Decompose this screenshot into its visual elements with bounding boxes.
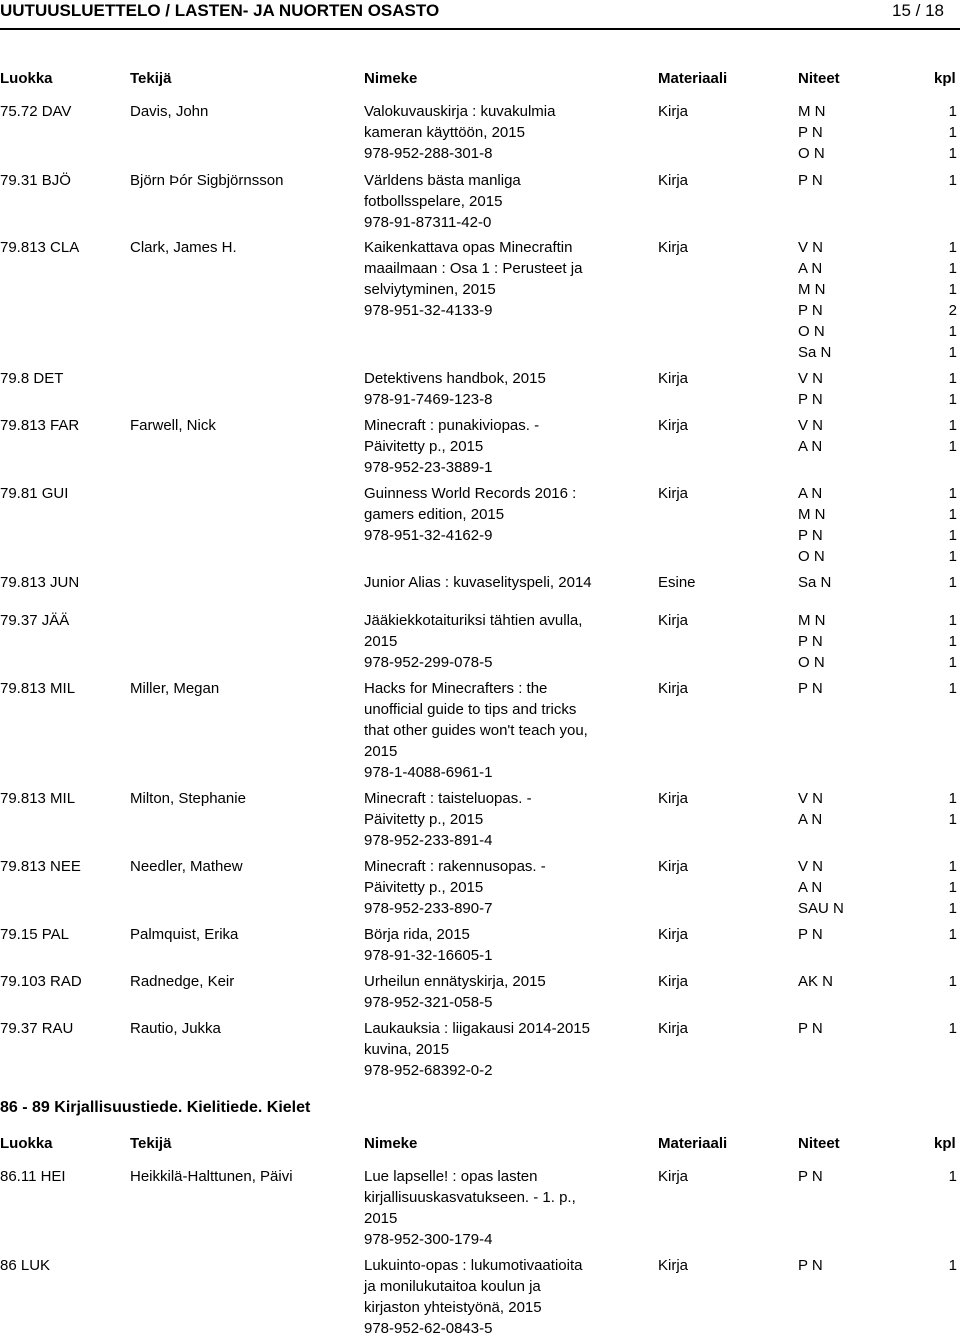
entry-class: 79.813 MIL bbox=[0, 680, 76, 697]
copy-row bbox=[798, 342, 960, 363]
copy-count: 1 bbox=[948, 103, 957, 120]
entry-material: Esine bbox=[658, 574, 696, 591]
entry-title bbox=[364, 678, 654, 783]
copy-row bbox=[798, 368, 960, 389]
entry-material: Kirja bbox=[658, 417, 689, 434]
entry-title-line: Päivitetty p., 2015 bbox=[364, 811, 484, 828]
entry-copies bbox=[798, 678, 960, 699]
copy-row bbox=[798, 415, 960, 436]
copy-count: 1 bbox=[948, 973, 957, 990]
entry-title-line: gamers edition, 2015 bbox=[364, 506, 505, 523]
entry-material: Kirja bbox=[658, 1020, 689, 1037]
column-header-1 bbox=[0, 68, 960, 90]
copy-row bbox=[798, 856, 960, 877]
col-niteet: Niteet bbox=[798, 70, 840, 87]
copy-location: P N bbox=[798, 124, 823, 141]
entry-title-line: Detektivens handbok, 2015 bbox=[364, 370, 546, 387]
entry-title bbox=[364, 856, 654, 919]
copy-location: AK N bbox=[798, 973, 834, 990]
entry-title-line: 978-952-62-0843-5 bbox=[364, 1320, 493, 1337]
entry-class: 86 LUK bbox=[0, 1257, 51, 1274]
entry-title bbox=[364, 610, 654, 673]
entry-author: Miller, Megan bbox=[130, 680, 220, 697]
col-luokka: Luokka bbox=[0, 1135, 53, 1152]
entry-material: Kirja bbox=[658, 1168, 689, 1185]
entry-copies bbox=[798, 415, 960, 457]
page-title: UUTUUSLUETTELO / LASTEN- JA NUORTEN OSASTO bbox=[0, 1, 440, 20]
header-rule bbox=[0, 28, 960, 30]
copy-location: A N bbox=[798, 485, 823, 502]
copy-row bbox=[798, 898, 960, 919]
entry-material: Kirja bbox=[658, 973, 689, 990]
entry-title-line: Världens bästa manliga bbox=[364, 172, 521, 189]
copy-location: P N bbox=[798, 1257, 823, 1274]
entry-title-line: Guinness World Records 2016 : bbox=[364, 485, 577, 502]
entry-title bbox=[364, 1166, 654, 1250]
entry-material: Kirja bbox=[658, 612, 689, 629]
entry-title bbox=[364, 483, 654, 546]
entry-title-line: 978-952-299-078-5 bbox=[364, 654, 493, 671]
entry-class: 79.37 RAU bbox=[0, 1020, 74, 1037]
copy-row bbox=[798, 504, 960, 525]
entry-material: Kirja bbox=[658, 103, 689, 120]
entry-title-line: 978-951-32-4162-9 bbox=[364, 527, 493, 544]
entry-class: 79.813 FAR bbox=[0, 417, 80, 434]
copy-row bbox=[798, 678, 960, 699]
copy-count: 2 bbox=[948, 302, 957, 319]
copy-location: O N bbox=[798, 323, 825, 340]
copy-count: 1 bbox=[948, 323, 957, 340]
copy-location: P N bbox=[798, 680, 823, 697]
entry-class: 75.72 DAV bbox=[0, 103, 72, 120]
entry-title-line: 978-1-4088-6961-1 bbox=[364, 764, 493, 781]
entry-material: Kirja bbox=[658, 680, 689, 697]
entry-author: Palmquist, Erika bbox=[130, 926, 239, 943]
copy-row bbox=[798, 572, 960, 593]
entry-title-line: kirjaston yhteistyönä, 2015 bbox=[364, 1299, 542, 1316]
copy-location: SAU N bbox=[798, 900, 844, 917]
entry-title bbox=[364, 237, 654, 321]
entry-copies bbox=[798, 856, 960, 919]
entry-title bbox=[364, 971, 654, 1013]
copy-location: V N bbox=[798, 239, 824, 256]
copy-row bbox=[798, 1018, 960, 1039]
entry-class: 79.15 PAL bbox=[0, 926, 69, 943]
copy-location: P N bbox=[798, 527, 823, 544]
entry-title-line: kuvina, 2015 bbox=[364, 1041, 450, 1058]
col-nimeke: Nimeke bbox=[364, 1135, 418, 1152]
copy-row bbox=[798, 546, 960, 567]
copy-count: 1 bbox=[948, 239, 957, 256]
entry-class: 79.81 GUI bbox=[0, 485, 69, 502]
entry-title-line: Lukuinto-opas : lukumotivaatioita bbox=[364, 1257, 583, 1274]
entry-title-line: Börja rida, 2015 bbox=[364, 926, 470, 943]
copy-count: 1 bbox=[948, 527, 957, 544]
copy-count: 1 bbox=[948, 145, 957, 162]
copy-location: V N bbox=[798, 370, 824, 387]
entry-material: Kirja bbox=[658, 1257, 689, 1274]
copy-row bbox=[798, 122, 960, 143]
entry-copies bbox=[798, 1018, 960, 1039]
entry-title-line: 978-91-32-16605-1 bbox=[364, 947, 493, 964]
entry-author: Farwell, Nick bbox=[130, 417, 216, 434]
copy-location: A N bbox=[798, 438, 823, 455]
copy-row bbox=[798, 436, 960, 457]
copy-count: 1 bbox=[948, 574, 957, 591]
col-nimeke: Nimeke bbox=[364, 70, 418, 87]
entry-title-line: Minecraft : punakiviopas. - bbox=[364, 417, 540, 434]
copy-row bbox=[798, 631, 960, 652]
copy-count: 1 bbox=[948, 1257, 957, 1274]
copy-location: O N bbox=[798, 654, 825, 671]
copy-row bbox=[798, 170, 960, 191]
copy-count: 1 bbox=[948, 790, 957, 807]
entry-class: 79.31 BJÖ bbox=[0, 172, 71, 189]
col-kpl: kpl bbox=[934, 1135, 956, 1152]
entry-copies bbox=[798, 971, 960, 992]
entry-title bbox=[364, 572, 654, 593]
entry-title-line: Urheilun ennätyskirja, 2015 bbox=[364, 973, 546, 990]
copy-location: M N bbox=[798, 506, 826, 523]
entry-title-line: 978-952-233-890-7 bbox=[364, 900, 493, 917]
entry-author: Heikkilä-Halttunen, Päivi bbox=[130, 1168, 293, 1185]
entry-material: Kirja bbox=[658, 858, 689, 875]
copy-count: 1 bbox=[948, 879, 957, 896]
entry-title-line: selviytyminen, 2015 bbox=[364, 281, 496, 298]
entry-material: Kirja bbox=[658, 926, 689, 943]
copy-location: O N bbox=[798, 548, 825, 565]
copy-count: 1 bbox=[948, 417, 957, 434]
copy-location: P N bbox=[798, 633, 823, 650]
copy-row bbox=[798, 809, 960, 830]
copy-row bbox=[798, 237, 960, 258]
copy-location: A N bbox=[798, 879, 823, 896]
copy-row bbox=[798, 1255, 960, 1276]
copy-count: 1 bbox=[948, 858, 957, 875]
copy-location: P N bbox=[798, 302, 823, 319]
entry-title bbox=[364, 368, 654, 410]
column-header-2 bbox=[0, 1133, 960, 1155]
entry-copies bbox=[798, 237, 960, 363]
entry-copies bbox=[798, 1166, 960, 1187]
entry-title-line: Lue lapselle! : opas lasten bbox=[364, 1168, 538, 1185]
copy-count: 1 bbox=[948, 370, 957, 387]
copy-count: 1 bbox=[948, 260, 957, 277]
entry-class: 79.8 DET bbox=[0, 370, 64, 387]
entry-author: Davis, John bbox=[130, 103, 209, 120]
entry-title-line: that other guides won't teach you, bbox=[364, 722, 588, 739]
copy-row bbox=[798, 525, 960, 546]
entry-title-line: kameran käyttöön, 2015 bbox=[364, 124, 525, 141]
entry-title-line: fotbollsspelare, 2015 bbox=[364, 193, 503, 210]
entry-title-line: 978-952-321-058-5 bbox=[364, 994, 493, 1011]
entry-copies bbox=[798, 610, 960, 673]
entry-title-line: Valokuvauskirja : kuvakulmia bbox=[364, 103, 556, 120]
entry-title bbox=[364, 170, 654, 233]
entry-class: 79.103 RAD bbox=[0, 973, 82, 990]
copy-location: P N bbox=[798, 1168, 823, 1185]
entry-author: Björn Þór Sigbjörnsson bbox=[130, 172, 284, 189]
copy-count: 1 bbox=[948, 172, 957, 189]
entry-class: 86.11 HEI bbox=[0, 1168, 66, 1185]
entry-title-line: kirjallisuuskasvatukseen. - 1. p., bbox=[364, 1189, 576, 1206]
copy-location: V N bbox=[798, 790, 824, 807]
entry-title-line: 978-952-233-891-4 bbox=[364, 832, 493, 849]
entry-author: Milton, Stephanie bbox=[130, 790, 246, 807]
col-kpl: kpl bbox=[934, 70, 956, 87]
entry-title-line: maailmaan : Osa 1 : Perusteet ja bbox=[364, 260, 583, 277]
entry-material: Kirja bbox=[658, 370, 689, 387]
entry-title-line: Päivitetty p., 2015 bbox=[364, 879, 484, 896]
copy-row bbox=[798, 279, 960, 300]
entry-copies bbox=[798, 924, 960, 945]
entry-title bbox=[364, 788, 654, 851]
copy-count: 1 bbox=[948, 438, 957, 455]
copy-count: 1 bbox=[948, 391, 957, 408]
entry-title bbox=[364, 924, 654, 966]
entry-title-line: Kaikenkattava opas Minecraftin bbox=[364, 239, 573, 256]
entry-title bbox=[364, 1255, 654, 1339]
entry-class: 79.813 NEE bbox=[0, 858, 81, 875]
entry-title-line: unofficial guide to tips and tricks bbox=[364, 701, 577, 718]
copy-row bbox=[798, 483, 960, 504]
copy-count: 1 bbox=[948, 654, 957, 671]
copy-location: Sa N bbox=[798, 344, 832, 361]
entry-material: Kirja bbox=[658, 172, 689, 189]
col-luokka: Luokka bbox=[0, 70, 53, 87]
entry-class: 79.813 CLA bbox=[0, 239, 80, 256]
entry-title-line: ja monilukutaitoa koulun ja bbox=[364, 1278, 541, 1295]
entry-title-line: Jääkiekkotaituriksi tähtien avulla, bbox=[364, 612, 583, 629]
entry-title-line: 978-952-288-301-8 bbox=[364, 145, 493, 162]
entry-author: Needler, Mathew bbox=[130, 858, 243, 875]
copy-row bbox=[798, 389, 960, 410]
entry-title-line: 2015 bbox=[364, 1210, 398, 1227]
copy-location: A N bbox=[798, 811, 823, 828]
entry-title-line: Hacks for Minecrafters : the bbox=[364, 680, 548, 697]
entry-author: Radnedge, Keir bbox=[130, 973, 235, 990]
copy-location: A N bbox=[798, 260, 823, 277]
entry-title-line: Päivitetty p., 2015 bbox=[364, 438, 484, 455]
copy-location: M N bbox=[798, 281, 826, 298]
copy-count: 1 bbox=[948, 124, 957, 141]
entry-class: 79.813 MIL bbox=[0, 790, 76, 807]
copy-row bbox=[798, 877, 960, 898]
col-niteet: Niteet bbox=[798, 1135, 840, 1152]
copy-location: V N bbox=[798, 858, 824, 875]
copy-count: 1 bbox=[948, 926, 957, 943]
copy-count: 1 bbox=[948, 1168, 957, 1185]
entry-material: Kirja bbox=[658, 790, 689, 807]
copy-row bbox=[798, 971, 960, 992]
col-materiaali: Materiaali bbox=[658, 70, 728, 87]
entry-title-line: Minecraft : taisteluopas. - bbox=[364, 790, 532, 807]
copy-row bbox=[798, 610, 960, 631]
entry-title-line: 978-951-32-4133-9 bbox=[364, 302, 493, 319]
entry-title-line: Junior Alias : kuvaselityspeli, 2014 bbox=[364, 574, 592, 591]
copy-row bbox=[798, 924, 960, 945]
entry-title-line: 978-952-300-179-4 bbox=[364, 1231, 493, 1248]
copy-count: 1 bbox=[948, 506, 957, 523]
copy-count: 1 bbox=[948, 900, 957, 917]
entry-title-line: 978-952-68392-0-2 bbox=[364, 1062, 493, 1079]
copy-row bbox=[798, 788, 960, 809]
copy-row bbox=[798, 1166, 960, 1187]
entry-author: Clark, James H. bbox=[130, 239, 237, 256]
entry-title-line: 2015 bbox=[364, 743, 398, 760]
copy-location: Sa N bbox=[798, 574, 832, 591]
entry-title bbox=[364, 1018, 654, 1081]
copy-count: 1 bbox=[948, 548, 957, 565]
entry-author: Rautio, Jukka bbox=[130, 1020, 221, 1037]
copy-location: P N bbox=[798, 926, 823, 943]
entry-copies bbox=[798, 483, 960, 567]
entry-copies bbox=[798, 170, 960, 191]
entry-title bbox=[364, 415, 654, 478]
entry-title bbox=[364, 101, 654, 164]
copy-row bbox=[798, 300, 960, 321]
copy-count: 1 bbox=[948, 1020, 957, 1037]
entry-copies bbox=[798, 572, 960, 593]
entry-copies bbox=[798, 101, 960, 164]
entry-title-line: Minecraft : rakennusopas. - bbox=[364, 858, 546, 875]
copy-row bbox=[798, 101, 960, 122]
entry-class: 79.813 JUN bbox=[0, 574, 80, 591]
col-materiaali: Materiaali bbox=[658, 1135, 728, 1152]
entry-title-line: 2015 bbox=[364, 633, 398, 650]
entry-class: 79.37 JÄÄ bbox=[0, 612, 70, 629]
entry-title-line: Laukauksia : liigakausi 2014-2015 bbox=[364, 1020, 590, 1037]
copy-location: P N bbox=[798, 172, 823, 189]
entry-material: Kirja bbox=[658, 485, 689, 502]
entry-copies bbox=[798, 1255, 960, 1276]
entry-copies bbox=[798, 788, 960, 830]
copy-location: P N bbox=[798, 391, 823, 408]
copy-location: P N bbox=[798, 1020, 823, 1037]
section-title-86-89: 86 - 89 Kirjallisuustiede. Kielitiede. Kielet bbox=[0, 1099, 311, 1116]
copy-count: 1 bbox=[948, 281, 957, 298]
copy-location: V N bbox=[798, 417, 824, 434]
copy-count: 1 bbox=[948, 811, 957, 828]
entry-material: Kirja bbox=[658, 239, 689, 256]
copy-row bbox=[798, 652, 960, 673]
entry-title-line: 978-91-7469-123-8 bbox=[364, 391, 493, 408]
page-number: 15 / 18 bbox=[892, 1, 944, 20]
copy-count: 1 bbox=[948, 612, 957, 629]
entry-copies bbox=[798, 368, 960, 410]
copy-count: 1 bbox=[948, 680, 957, 697]
copy-count: 1 bbox=[948, 633, 957, 650]
copy-location: M N bbox=[798, 103, 826, 120]
copy-count: 1 bbox=[948, 344, 957, 361]
copy-count: 1 bbox=[948, 485, 957, 502]
entry-title-line: 978-91-87311-42-0 bbox=[364, 214, 492, 231]
copy-row bbox=[798, 321, 960, 342]
copy-location: O N bbox=[798, 145, 825, 162]
copy-row bbox=[798, 143, 960, 164]
entry-title-line: 978-952-23-3889-1 bbox=[364, 459, 493, 476]
col-tekija: Tekijä bbox=[130, 1135, 172, 1152]
copy-row bbox=[798, 258, 960, 279]
copy-location: M N bbox=[798, 612, 826, 629]
col-tekija: Tekijä bbox=[130, 70, 172, 87]
